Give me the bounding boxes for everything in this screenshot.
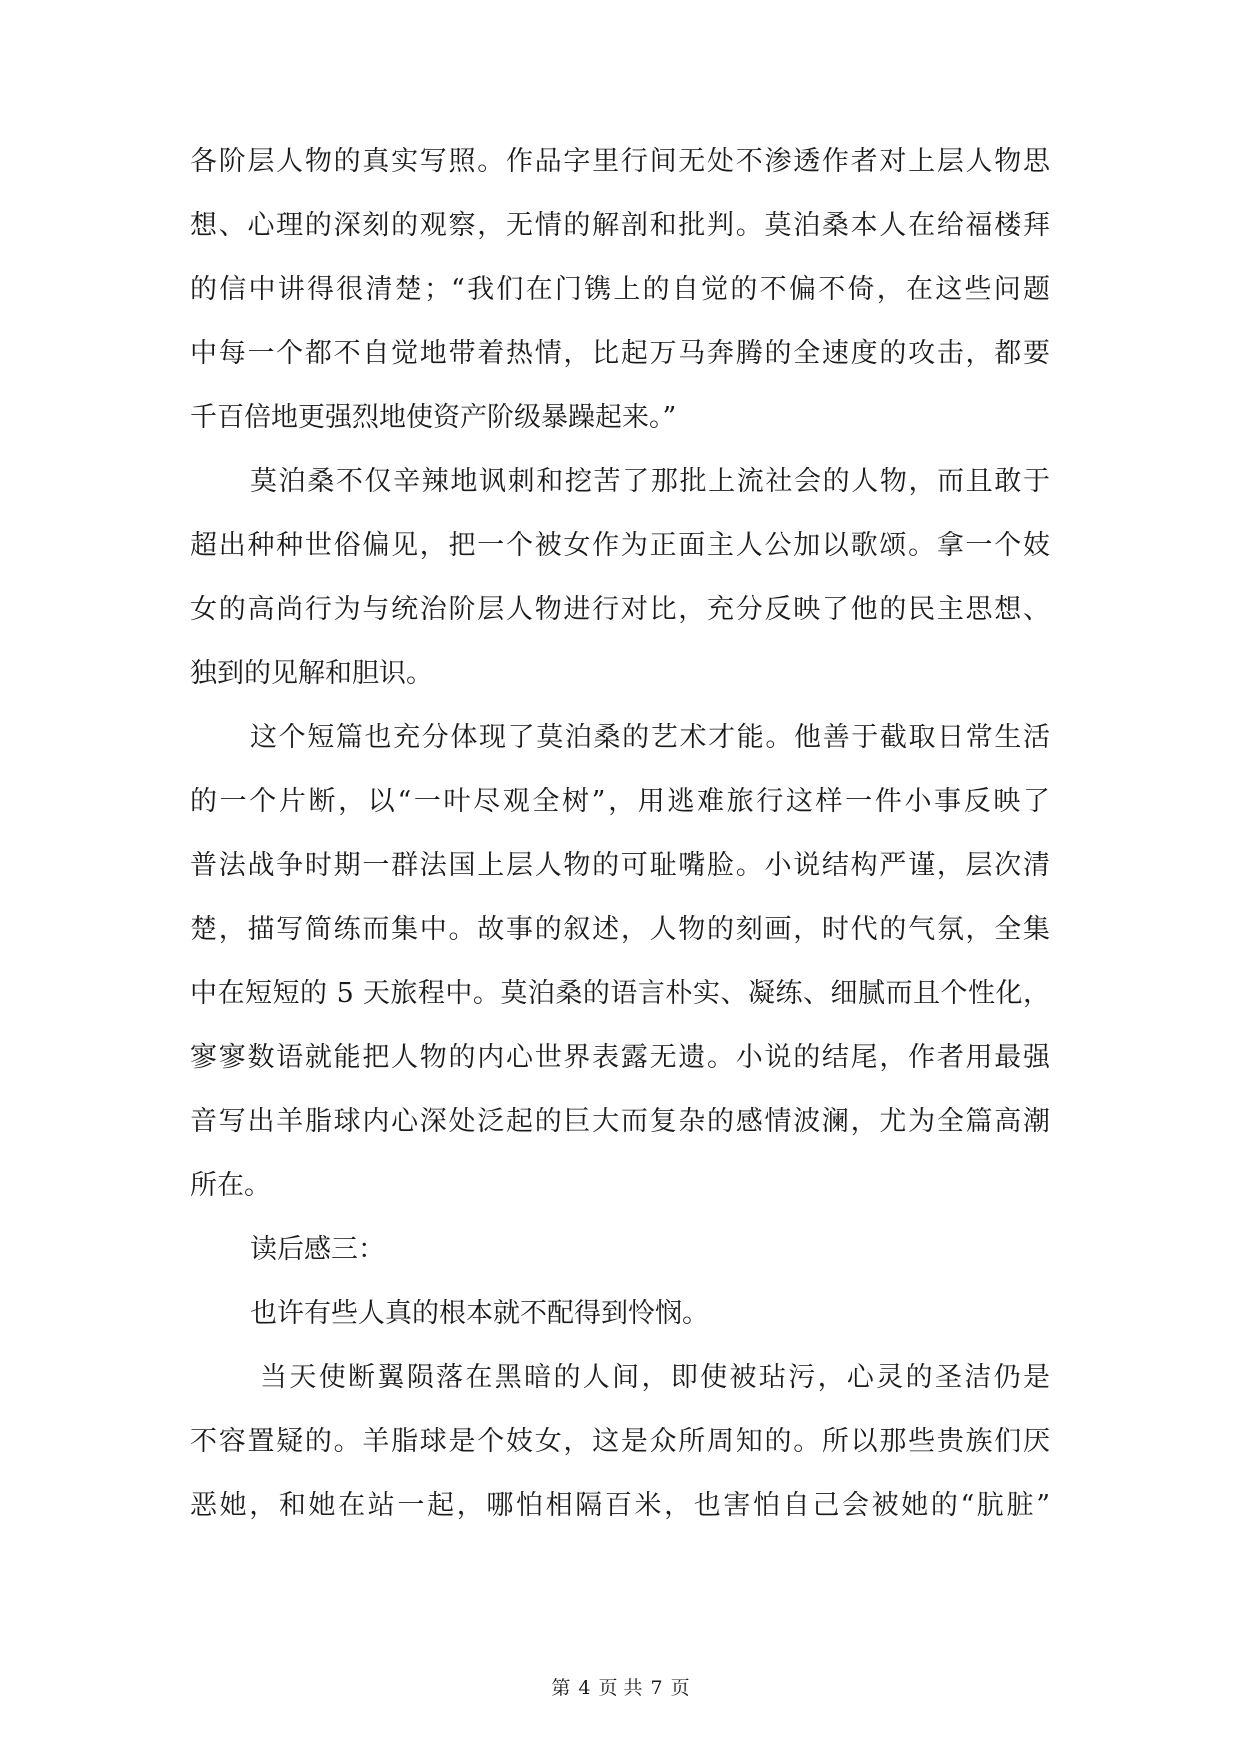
footer-middle: 页 共: [598, 1677, 643, 1699]
text-line: 不容置疑的。羊脂球是个妓女，这是众所周知的。所以那些贵族们厌: [190, 1426, 1050, 1457]
text-line: 中每一个都不自觉地带着热情，比起万马奔腾的全速度的攻击，都要: [190, 338, 1050, 369]
text-line: 的信中讲得很清楚；“我们在门镌上的自觉的不偏不倚，在这些问题: [190, 274, 1050, 305]
footer-suffix: 页: [670, 1677, 690, 1699]
text-line: 独到的见解和胆识。: [190, 658, 433, 689]
section-heading: 读后感三：: [250, 1234, 385, 1265]
text-line: 各阶层人物的真实写照。作品字里行间无处不渗透作者对上层人物思: [190, 146, 1050, 177]
text-line: 女的高尚行为与统治阶层人物进行对比，充分反映了他的民主思想、: [190, 594, 1050, 625]
text-line: 也许有些人真的根本就不配得到怜悯。: [250, 1298, 709, 1329]
text-line: 所在。: [190, 1170, 271, 1201]
text-line: 超出种种世俗偏见，把一个被女作为正面主人公加以歌颂。拿一个妓: [190, 530, 1050, 561]
text-line: 寥寥数语就能把人物的内心世界表露无遗。小说的结尾，作者用最强: [190, 1042, 1050, 1073]
text-line: 当天使断翼陨落在黑暗的人间，即使被玷污，心灵的圣洁仍是: [260, 1362, 1050, 1393]
text-line: 中在短短的 5 天旅程中。莫泊桑的语言朴实、凝练、细腻而且个性化，: [190, 978, 1050, 1009]
total-pages: 7: [650, 1677, 663, 1699]
text-line: 的一个片断，以“一叶尽观全树”，用逃难旅行这样一件小事反映了: [190, 786, 1050, 817]
text-line: 这个短篇也充分体现了莫泊桑的艺术才能。他善于截取日常生活: [250, 722, 1050, 753]
page-footer: [0, 1676, 1241, 1700]
text-line: 想、心理的深刻的观察，无情的解剖和批判。莫泊桑本人在给福楼拜: [190, 210, 1050, 241]
text-line: 千百倍地更强烈地使资产阶级暴躁起来。”: [190, 402, 677, 433]
text-line: 音写出羊脂球内心深处泛起的巨大而复杂的感情波澜，尤为全篇高潮: [190, 1106, 1050, 1137]
page-number: 4: [578, 1677, 591, 1699]
text-line: 莫泊桑不仅辛辣地讽刺和挖苦了那批上流社会的人物，而且敢于: [250, 466, 1050, 497]
text-line: 普法战争时期一群法国上层人物的可耻嘴脸。小说结构严谨，层次清: [190, 850, 1050, 881]
footer-prefix: 第: [551, 1677, 571, 1699]
text-line: 恶她，和她在站一起，哪怕相隔百米，也害怕自己会被她的“肮脏”: [190, 1490, 1050, 1521]
text-line: 楚，描写简练而集中。故事的叙述，人物的刻画，时代的气氛，全集: [190, 914, 1050, 945]
